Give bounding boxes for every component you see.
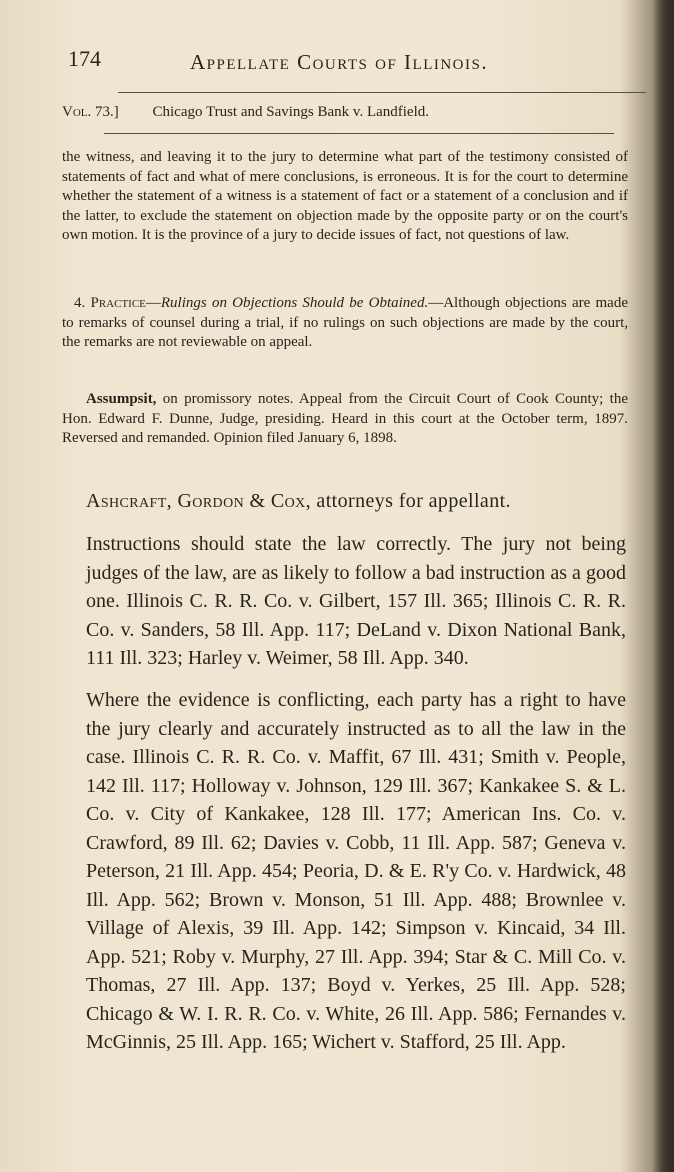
volume-label: Vol. 73.] xyxy=(62,104,119,120)
case-statement xyxy=(62,390,628,449)
argument-paragraph-1: Instructions should state the law correctly. The jury not being judges of the law, are as likely to follow a bad instruction as a good one. Illinois C. R. R. Co. v. Gilbert, 157 Ill. 365; Illinois C. R. R. Co. v. Sanders, 58 Ill. App. 117; DeLand v. Dixon National Bank, 111 Ill. 323; Harley v. Weimer, 58 Ill. App. 340. xyxy=(86,533,626,669)
headnote-continued: the witness, and leaving it to the jury to determine what part of the testimony consisted of statements of fact and what of mere conclusions, is erroneous. It is for the court to determine whether the statement of a witness is a statement of fact or a statement of a conclusion and if the latter, to exclude the statement on objection made by the opposite party or on the court's own motion. It is the province of a jury to decide issues of fact, not questions of law. xyxy=(62,149,628,243)
counsel-names: Ashcraft, Gordon & Cox, xyxy=(86,490,312,512)
book-spine-shadow xyxy=(652,0,674,1172)
argument-paragraph-2: Where the evidence is conflicting, each party has a right to have the jury clearly and accurately instructed as to all the law in the case. Illinois C. R. R. Co. v. Maffit, 67 Ill. 431; Smith v. People, 142 Ill. 117; Holloway v. Johnson, 129 Ill. 367; Kankakee S. & L. Co. v. City of Kankakee, 128 Ill. 177; American Ins. Co. v. Crawford, 89 Ill. 62; Davies v. Cobb, 11 Ill. App. 587; Geneva v. Peterson, 21 Ill. App. 454; Peoria, D. & E. R'y Co. v. Hardwick, 48 Ill. App. 562; Brown v. Monson, 51 Ill. App. 488; Brownlee v. Village of Alexis, 39 Ill. App. 142; Simpson v. Kincaid, 34 Ill. App. 521; Roby v. Murphy, 27 Ill. App. 394; Star & C. Mill Co. v. Thomas, 27 Ill. App. 137; Boyd v. Yerkes, 25 Ill. App. 528; Chicago & W. I. R. R. Co. v. White, 26 Ill. App. 586; Fernandes v. McGinnis, 25 Ill. App. 165; Wichert v. Stafford, 25 Ill. App. xyxy=(86,689,626,1053)
statement-text: on promissory notes. Appeal from the Circuit Court of Cook County; the Hon. Edward F. Dunne, Judge, presiding. Heard in this court at the October term, 1897. Reversed and remanded. Opinion filed January 6, 1898. xyxy=(62,391,628,446)
page-number: 174 xyxy=(68,46,101,71)
header-rule-top xyxy=(118,92,646,93)
statement-lead: Assumpsit, xyxy=(86,391,157,407)
headnote-4: 4. Practice—Rulings on Objections Should be Obtained.—Although objections are made to remarks of counsel during a trial, if no rulings on such objections are made by the court, the remarks are not reviewable on appeal. xyxy=(62,295,628,350)
counsel-line xyxy=(86,490,626,513)
counsel-role: attorneys for appellant. xyxy=(316,490,511,512)
header-rule-bottom xyxy=(104,133,614,134)
case-name: Chicago Trust and Savings Bank v. Landfield. xyxy=(152,104,430,120)
headnote-4-number: 4. xyxy=(74,295,86,311)
headnote-4-text: Although objections are made to remarks of counsel during a trial, if no rulings on such objections are made by the court, the remarks are not reviewable on appeal. xyxy=(62,295,628,350)
case-citation-line xyxy=(62,104,642,121)
running-head xyxy=(68,46,628,80)
headnote-4-topic: Practice xyxy=(90,295,146,311)
running-title: Appellate Courts of Illinois. xyxy=(190,50,489,74)
headnote-4-title: Rulings on Objections Should be Obtained. xyxy=(160,295,429,311)
